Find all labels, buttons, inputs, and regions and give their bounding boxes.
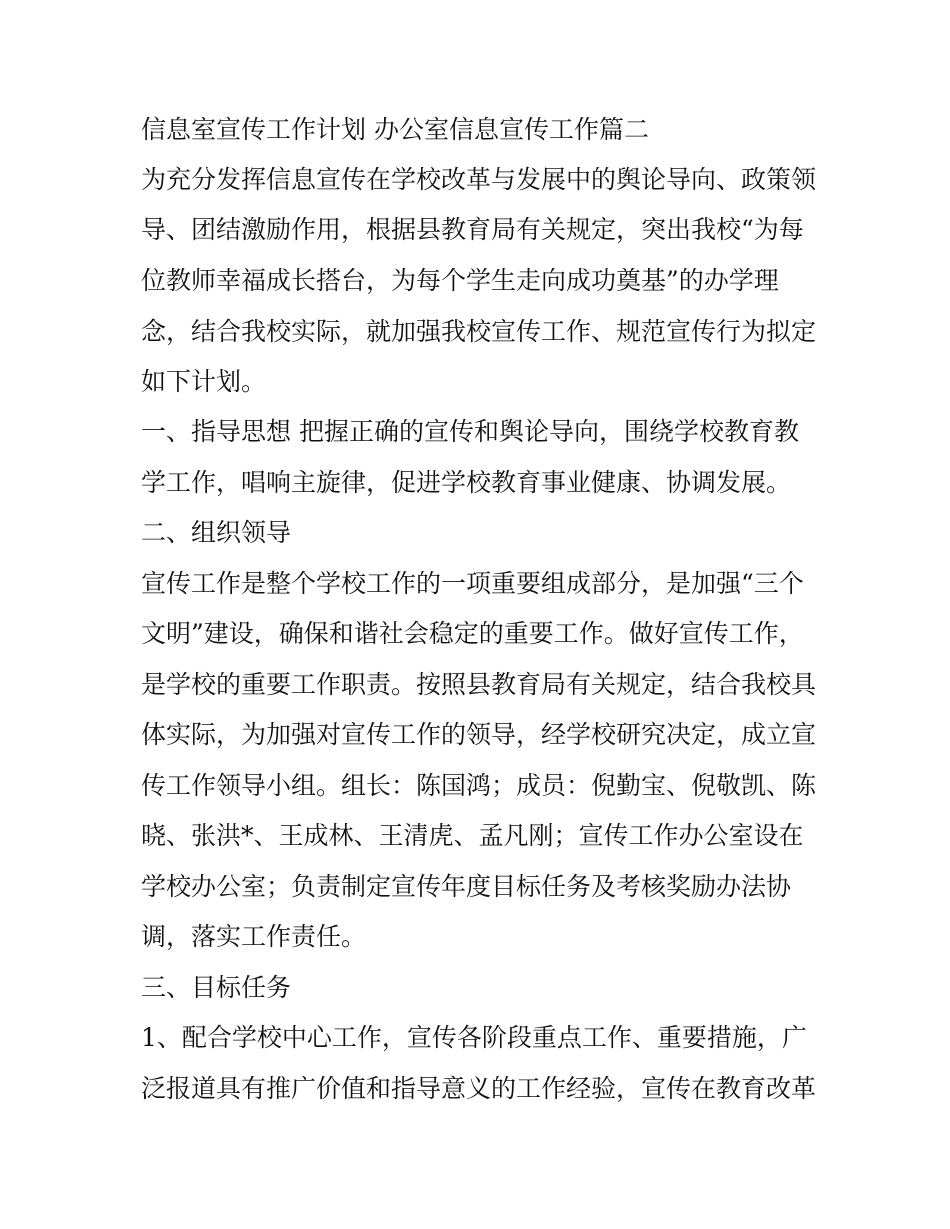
- paragraph-line: 是学校的重要工作职责。按照县教育局有关规定，结合我校具: [141, 670, 817, 699]
- paragraph-line: 导、团结激励作用，根据县教育局有关规定，突出我校“为每: [141, 215, 804, 244]
- paragraph-line: 1、配合学校中心工作，宣传各阶段重点工作、重要措施，广: [141, 1023, 807, 1052]
- paragraph-line: 体实际，为加强对宣传工作的领导，经学校研究决定，成立宣: [141, 720, 817, 749]
- section-heading: 一、指导思想 把握正确的宣传和舆论导向，围绕学校教育教: [141, 417, 799, 446]
- paragraph-line: 学校办公室；负责制定宣传年度目标任务及考核奖励办法协: [141, 872, 792, 901]
- paragraph-line: 晓、张洪*、王成林、王清虎、孟凡刚；宣传工作办公室设在: [141, 821, 804, 850]
- paragraph-line: 文明”建设，确保和谐社会稳定的重要工作。做好宣传工作，: [141, 619, 804, 648]
- document-title: 信息室宣传工作计划 办公室信息宣传工作篇二: [141, 115, 649, 144]
- paragraph-line: 泛报道具有推广价值和指导意义的工作经验，宣传在教育改革: [141, 1074, 817, 1103]
- paragraph-line: 调，落实工作责任。: [141, 922, 367, 951]
- paragraph-line: 如下计划。: [141, 367, 267, 396]
- paragraph-line: 位教师幸福成长搭台，为每个学生走向成功奠基”的办学理: [141, 266, 779, 295]
- paragraph-line: 学工作，唱响主旋律，促进学校教育事业健康、协调发展。: [141, 468, 792, 497]
- paragraph-line: 念，结合我校实际，就加强我校宣传工作、规范宣传行为拟定: [141, 317, 817, 346]
- section-heading: 二、组织领导: [141, 518, 292, 547]
- paragraph-line: 传工作领导小组。组长：陈国鸿；成员：倪勤宝、倪敬凯、陈: [141, 771, 817, 800]
- paragraph-line: 为充分发挥信息宣传在学校改革与发展中的舆论导向、政策领: [141, 165, 817, 194]
- section-heading: 三、目标任务: [141, 973, 292, 1002]
- paragraph-line: 宣传工作是整个学校工作的一项重要组成部分，是加强“三个: [141, 569, 804, 598]
